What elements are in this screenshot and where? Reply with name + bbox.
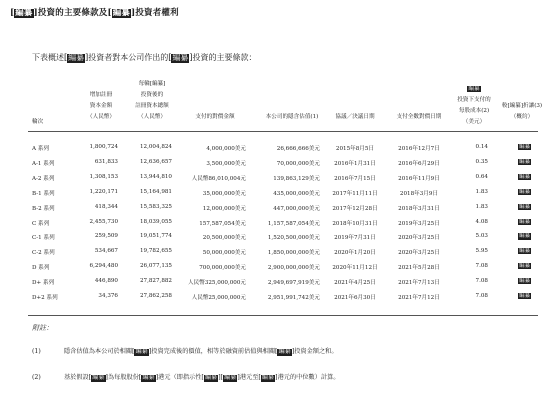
table-cell-valuation: 2,951,991,742美元 — [267, 295, 320, 301]
table-cell-total: 12,636,657 — [139, 158, 172, 165]
notes-title: 附註： — [32, 324, 53, 332]
table-cell-discount — [518, 219, 531, 225]
redacted-mark: 編纂 — [519, 248, 531, 255]
redacted-mark: 編纂 — [224, 374, 237, 381]
table-cell-agreement: 2017年12月28日 — [332, 205, 378, 212]
table-cell-valuation: 447,000,000美元 — [273, 205, 320, 212]
table-cell-cost: 1.83 — [475, 203, 488, 210]
table-cell-total: 15,583,325 — [139, 203, 172, 210]
table-cell-total: 18,039,055 — [139, 218, 172, 225]
redacted-mark: 編纂 — [278, 348, 291, 355]
table-cell-total: 15,164,981 — [139, 188, 172, 195]
table-cell-cost: 0.35 — [475, 158, 488, 165]
table-cell-paid: 3,500,000美元 — [206, 160, 246, 167]
table-cell-agreement: 2019年7月31日 — [334, 235, 376, 242]
table-cell-capital: 1,220,171 — [89, 188, 118, 195]
header-paid: 支付的對價金額 — [195, 114, 235, 120]
header-full-pay-date: 支付全數對價日期 — [396, 114, 442, 120]
table-cell-agreement: 2016年7月15日 — [334, 175, 376, 182]
redacted-mark: 編纂 — [135, 348, 148, 355]
redacted-mark: 編纂 — [261, 374, 275, 381]
table-cell-paid: 人民幣25,000,000元 — [191, 295, 246, 301]
table-cell-total: 26,077,135 — [139, 263, 172, 270]
table-cell-total: 12,004,824 — [139, 144, 172, 150]
table-cell-paid: 700,000,000美元 — [199, 265, 246, 272]
table-cell-capital: 534,667 — [94, 248, 118, 255]
table-cell-capital: 1,308,153 — [89, 173, 118, 180]
table-cell-round: A 系列 — [32, 146, 50, 152]
table-cell-discount — [518, 189, 531, 195]
redacted-mark: 編纂 — [468, 86, 480, 92]
table-cell-cost: 5.95 — [475, 248, 488, 255]
header-discount: 較[編纂]折讓(3) （概約） — [501, 103, 543, 120]
table-cell-cost: 1.83 — [475, 188, 488, 195]
redacted-mark: 編纂 — [519, 173, 531, 180]
table-cell-capital: 6,294,480 — [89, 263, 118, 270]
redacted-mark: 編纂 — [15, 8, 33, 18]
table-cell-cost: 0.64 — [475, 173, 488, 180]
table-cell-round: D 系列 — [32, 265, 50, 272]
table-cell-capital: 631,833 — [94, 158, 118, 165]
redacted-mark: 編纂 — [519, 188, 531, 195]
table-cell-discount — [518, 263, 531, 269]
redacted-mark: 編纂 — [519, 263, 531, 270]
table-cell-capital: 259,509 — [94, 233, 118, 240]
table-cell-valuation: 2,949,697,919美元 — [267, 280, 320, 287]
table-cell-cost: 5.03 — [475, 233, 488, 240]
table-cell-paid: 12,000,000美元 — [202, 205, 246, 212]
table-cell-agreement: 2017年11月11日 — [332, 190, 378, 197]
table-cell-total: 13,944,810 — [139, 173, 172, 180]
table-cell-valuation: 435,000,000美元 — [273, 190, 320, 197]
table-cell-agreement: 2015年8月5日 — [335, 146, 375, 152]
redacted-mark: 編纂 — [519, 218, 531, 225]
table-cell-cost: 7.08 — [475, 263, 488, 270]
table-cell-full_pay: 2021年7月13日 — [398, 280, 440, 287]
table-cell-full_pay: 2016年12月7日 — [398, 146, 440, 152]
redacted-mark: 編纂 — [68, 53, 85, 62]
table-cell-round: B-1 系列 — [32, 190, 55, 197]
table-cell-valuation: 1,850,000,000美元 — [267, 250, 320, 257]
table-cell-cost: 7.08 — [475, 293, 488, 299]
table-cell-total: 27,827,882 — [139, 278, 172, 285]
redacted-mark: 編纂 — [92, 374, 105, 381]
header-cost-per-share: 編纂 投資下支付的 每股成本(2) （美元） — [457, 86, 491, 125]
table-cell-capital: 2,455,730 — [89, 218, 118, 225]
redacted-mark: 編纂 — [519, 158, 531, 165]
table-cell-round: C 系列 — [32, 220, 50, 227]
table-cell-paid: 157,587,054美元 — [199, 220, 246, 227]
header-round: 輪次 — [32, 119, 44, 125]
table-cell-paid: 50,000,000美元 — [202, 250, 246, 257]
table-cell-valuation: 70,000,000美元 — [276, 160, 320, 167]
table-cell-discount — [518, 174, 531, 180]
header-divider — [28, 131, 538, 132]
table-cell-discount — [518, 278, 531, 284]
table-cell-valuation: 1,157,587,054美元 — [267, 220, 320, 227]
table-cell-paid: 20,500,000美元 — [202, 235, 246, 242]
table-cell-discount — [518, 204, 531, 210]
table-cell-full_pay: 2018年3月9日 — [399, 190, 439, 197]
table-cell-paid: 35,000,000美元 — [202, 190, 246, 197]
redacted-mark: 編纂 — [112, 8, 131, 18]
table-cell-valuation: 2,900,000,000美元 — [267, 265, 320, 272]
header-valuation: 本公司的隱含估值(1) — [265, 114, 319, 120]
table-cell-agreement: 2020年11月12日 — [332, 265, 378, 272]
table-cell-total: 19,051,774 — [139, 233, 172, 240]
table-cell-agreement: 2016年1月31日 — [334, 160, 376, 167]
note-2: (2) 基於假設[編纂]為每股股份[編纂]港元（即指示性[編纂][編纂]港元至[編纂]港元的中位數）計算。 — [32, 374, 340, 381]
redacted-mark: 編纂 — [142, 374, 155, 381]
table-cell-capital: 418,344 — [94, 203, 118, 210]
table-cell-full_pay: 2021年7月12日 — [398, 295, 440, 301]
table-cell-paid: 人民幣325,000,000元 — [188, 280, 246, 287]
table-cell-paid: 4,000,000美元 — [206, 146, 246, 152]
table-cell-cost: 0.14 — [475, 144, 488, 150]
intro-paragraph: 下表概述[編纂]投資者對本公司作出的[編纂]投資的主要條款： — [32, 53, 257, 62]
redacted-mark: 編纂 — [519, 203, 531, 210]
table-cell-full_pay: 2020年3月25日 — [398, 250, 440, 257]
table-cell-round: C-1 系列 — [32, 235, 55, 242]
table-cell-discount — [518, 293, 531, 299]
table-cell-full_pay: 2019年3月25日 — [398, 220, 440, 227]
table-cell-round: D+ 系列 — [32, 280, 55, 287]
redacted-mark: 編纂 — [519, 233, 531, 240]
table-cell-cost: 7.08 — [475, 278, 488, 285]
table-cell-agreement: 2021年6月30日 — [334, 295, 376, 301]
table-cell-round: A-2 系列 — [32, 175, 55, 182]
table-cell-full_pay: 2016年11月9日 — [398, 175, 440, 182]
table-bottom-divider — [28, 315, 538, 316]
table-cell-capital: 34,376 — [98, 293, 118, 299]
table-cell-total: 19,782,655 — [139, 248, 172, 255]
table-cell-discount — [518, 233, 531, 239]
table-cell-round: D+2 系列 — [32, 295, 58, 301]
table-cell-valuation: 139,863,129美元 — [273, 175, 320, 182]
table-cell-cost: 4.08 — [475, 218, 488, 225]
redacted-mark: 編纂 — [519, 293, 531, 299]
table-cell-discount — [518, 248, 531, 254]
table-cell-full_pay: 2021年5月28日 — [398, 265, 440, 272]
table-cell-discount — [518, 144, 531, 150]
table-cell-capital: 1,800,724 — [89, 144, 118, 150]
header-capital: 增加註冊 資本金額 （人民幣） — [87, 92, 115, 120]
table-cell-full_pay: 2018年3月31日 — [398, 205, 440, 212]
table-cell-paid: 人民幣86,010,004元 — [191, 175, 246, 182]
table-cell-valuation: 26,666,666美元 — [276, 146, 320, 152]
table-cell-agreement: 2020年1月20日 — [334, 250, 376, 257]
table-cell-agreement: 2021年4月25日 — [334, 280, 376, 287]
redacted-mark: 編纂 — [519, 144, 531, 150]
table-cell-round: A-1 系列 — [32, 160, 55, 167]
redacted-mark: 編纂 — [172, 53, 189, 62]
section-title: [編纂]投資的主要條款及[編纂]投資者權利 — [10, 8, 179, 18]
table-cell-discount — [518, 159, 531, 165]
table-cell-valuation: 1,520,500,000美元 — [267, 235, 320, 242]
header-total-capital: 每輪[編纂] 投資後的 註冊資本總額 （人民幣） — [135, 81, 169, 120]
table-cell-total: 27,862,258 — [139, 293, 172, 299]
table-cell-agreement: 2018年10月31日 — [332, 220, 378, 227]
redacted-mark: 編纂 — [204, 374, 218, 381]
table-cell-round: B-2 系列 — [32, 205, 55, 212]
note-1: (1) 隱含估值為本公司於相關[編纂]投資完成後的價值，相等於融資前估值與相關[編纂]投資金額之和。 — [32, 348, 338, 355]
header-agreement-date: 協議／決議日期 — [335, 114, 375, 120]
table-cell-full_pay: 2016年6月29日 — [398, 160, 440, 167]
redacted-mark: 編纂 — [519, 278, 531, 285]
table-cell-round: C-2 系列 — [32, 250, 55, 257]
table-cell-capital: 446,890 — [94, 278, 118, 285]
table-cell-full_pay: 2020年3月25日 — [398, 235, 440, 242]
